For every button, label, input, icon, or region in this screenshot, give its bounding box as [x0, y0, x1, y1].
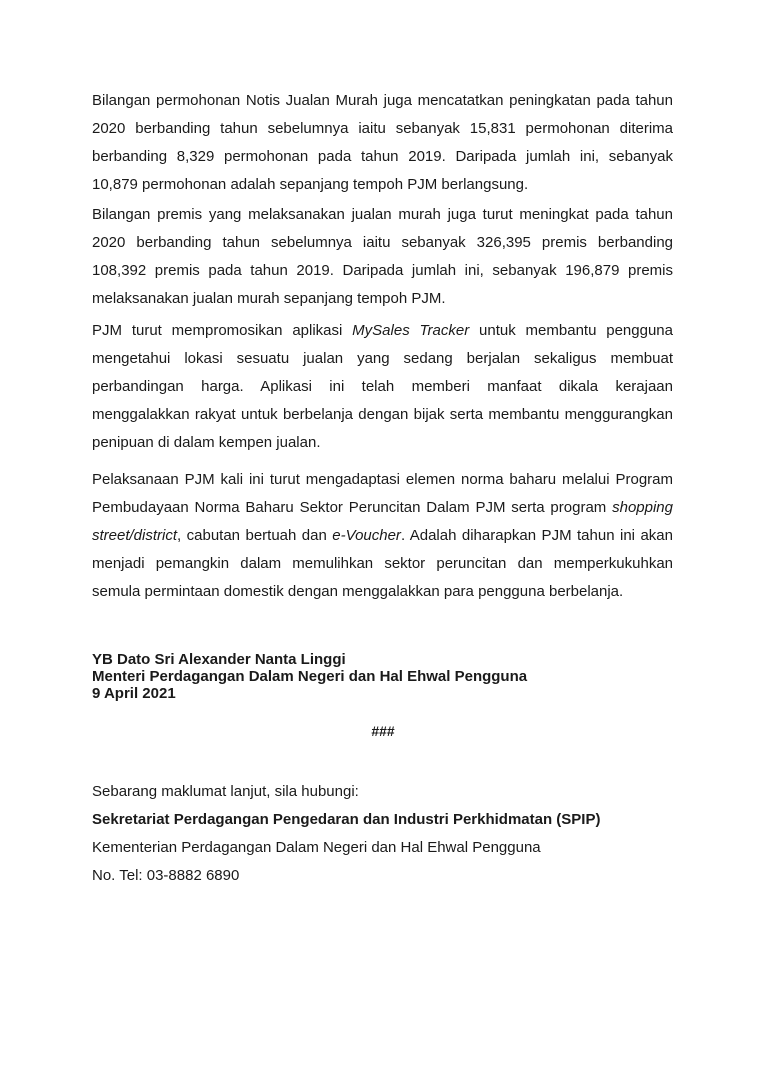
paragraph-line: melaksanakan jualan murah sepanjang tempoh PJM. [92, 290, 446, 307]
paragraph-line: Pembudayaan Norma Baharu Sektor Peruncitan Dalam PJM serta program shopping [92, 499, 673, 516]
paragraph-line: PJM turut mempromosikan aplikasi MySales Tracker untuk membantu pengguna [92, 322, 673, 339]
paragraph-line: Pelaksanaan PJM kali ini turut mengadaptasi elemen norma baharu melalui Program [92, 471, 673, 488]
italic-term: street/district [92, 527, 178, 544]
paragraph-line: penipuan di dalam kempen jualan. [92, 434, 321, 451]
paragraph-line: 108,392 premis pada tahun 2019. Daripada jumlah ini, sebanyak 196,879 premis [92, 262, 673, 279]
paragraph-line: semula permintaan domestik dengan menggalakkan para pengguna berbelanja. [92, 583, 624, 600]
signatory-title: Menteri Perdagangan Dalam Negeri dan Hal Ehwal Pengguna [92, 668, 528, 685]
end-separator: ### [371, 723, 395, 739]
release-date: 9 April 2021 [92, 685, 176, 702]
contact-block [92, 778, 712, 890]
italic-term: shopping [612, 499, 673, 516]
paragraph-line: street/district, cabutan bertuah dan e-Voucher. Adalah diharapkan PJM tahun ini akan [92, 527, 673, 544]
signatory-name: YB Dato Sri Alexander Nanta Linggi [92, 651, 346, 668]
paragraph-line: 2020 berbanding tahun sebelumnya iaitu sebanyak 15,831 permohonan diterima [92, 120, 673, 137]
app-name: MySales Tracker [352, 322, 470, 339]
paragraph-line: perbandingan harga. Aplikasi ini telah memberi manfaat dikala kerajaan [92, 378, 673, 395]
paragraph-mysales-tracker [92, 317, 673, 457]
paragraph-line: Bilangan premis yang melaksanakan jualan murah juga turut meningkat pada tahun [92, 206, 673, 223]
paragraph-line: Bilangan permohonan Notis Jualan Murah juga mencatatkan peningkatan pada tahun [92, 92, 673, 109]
paragraph-line: 10,879 permohonan adalah sepanjang tempoh PJM berlangsung. [92, 176, 529, 193]
signature-block [92, 651, 692, 702]
paragraph-premis [92, 201, 673, 313]
italic-term: e-Voucher [332, 527, 401, 544]
paragraph-norma-baharu [92, 466, 673, 606]
contact-intro: Sebarang maklumat lanjut, sila hubungi: [92, 783, 359, 800]
paragraph-line: menjadi pemangkin dalam memulihkan sektor peruncitan dan memperkukuhkan [92, 555, 673, 572]
contact-organisation: Sekretariat Perdagangan Pengedaran dan Industri Perkhidmatan (SPIP) [92, 811, 601, 828]
paragraph-line: 2020 berbanding tahun sebelumnya iaitu sebanyak 326,395 premis berbanding [92, 234, 673, 251]
paragraph-line: mengetahui lokasi sesuatu jualan yang sedang berjalan sekaligus membuat [92, 350, 673, 367]
paragraph-notis-jualan-murah [92, 87, 673, 199]
contact-ministry: Kementerian Perdagangan Dalam Negeri dan Hal Ehwal Pengguna [92, 839, 541, 856]
paragraph-line: berbanding 8,329 permohonan pada tahun 2019. Daripada jumlah ini, sebanyak [92, 148, 673, 165]
contact-phone: No. Tel: 03-8882 6890 [92, 867, 240, 884]
paragraph-line: menggalakkan rakyat untuk berbelanja dengan bijak serta membantu menggurangkan [92, 406, 673, 423]
